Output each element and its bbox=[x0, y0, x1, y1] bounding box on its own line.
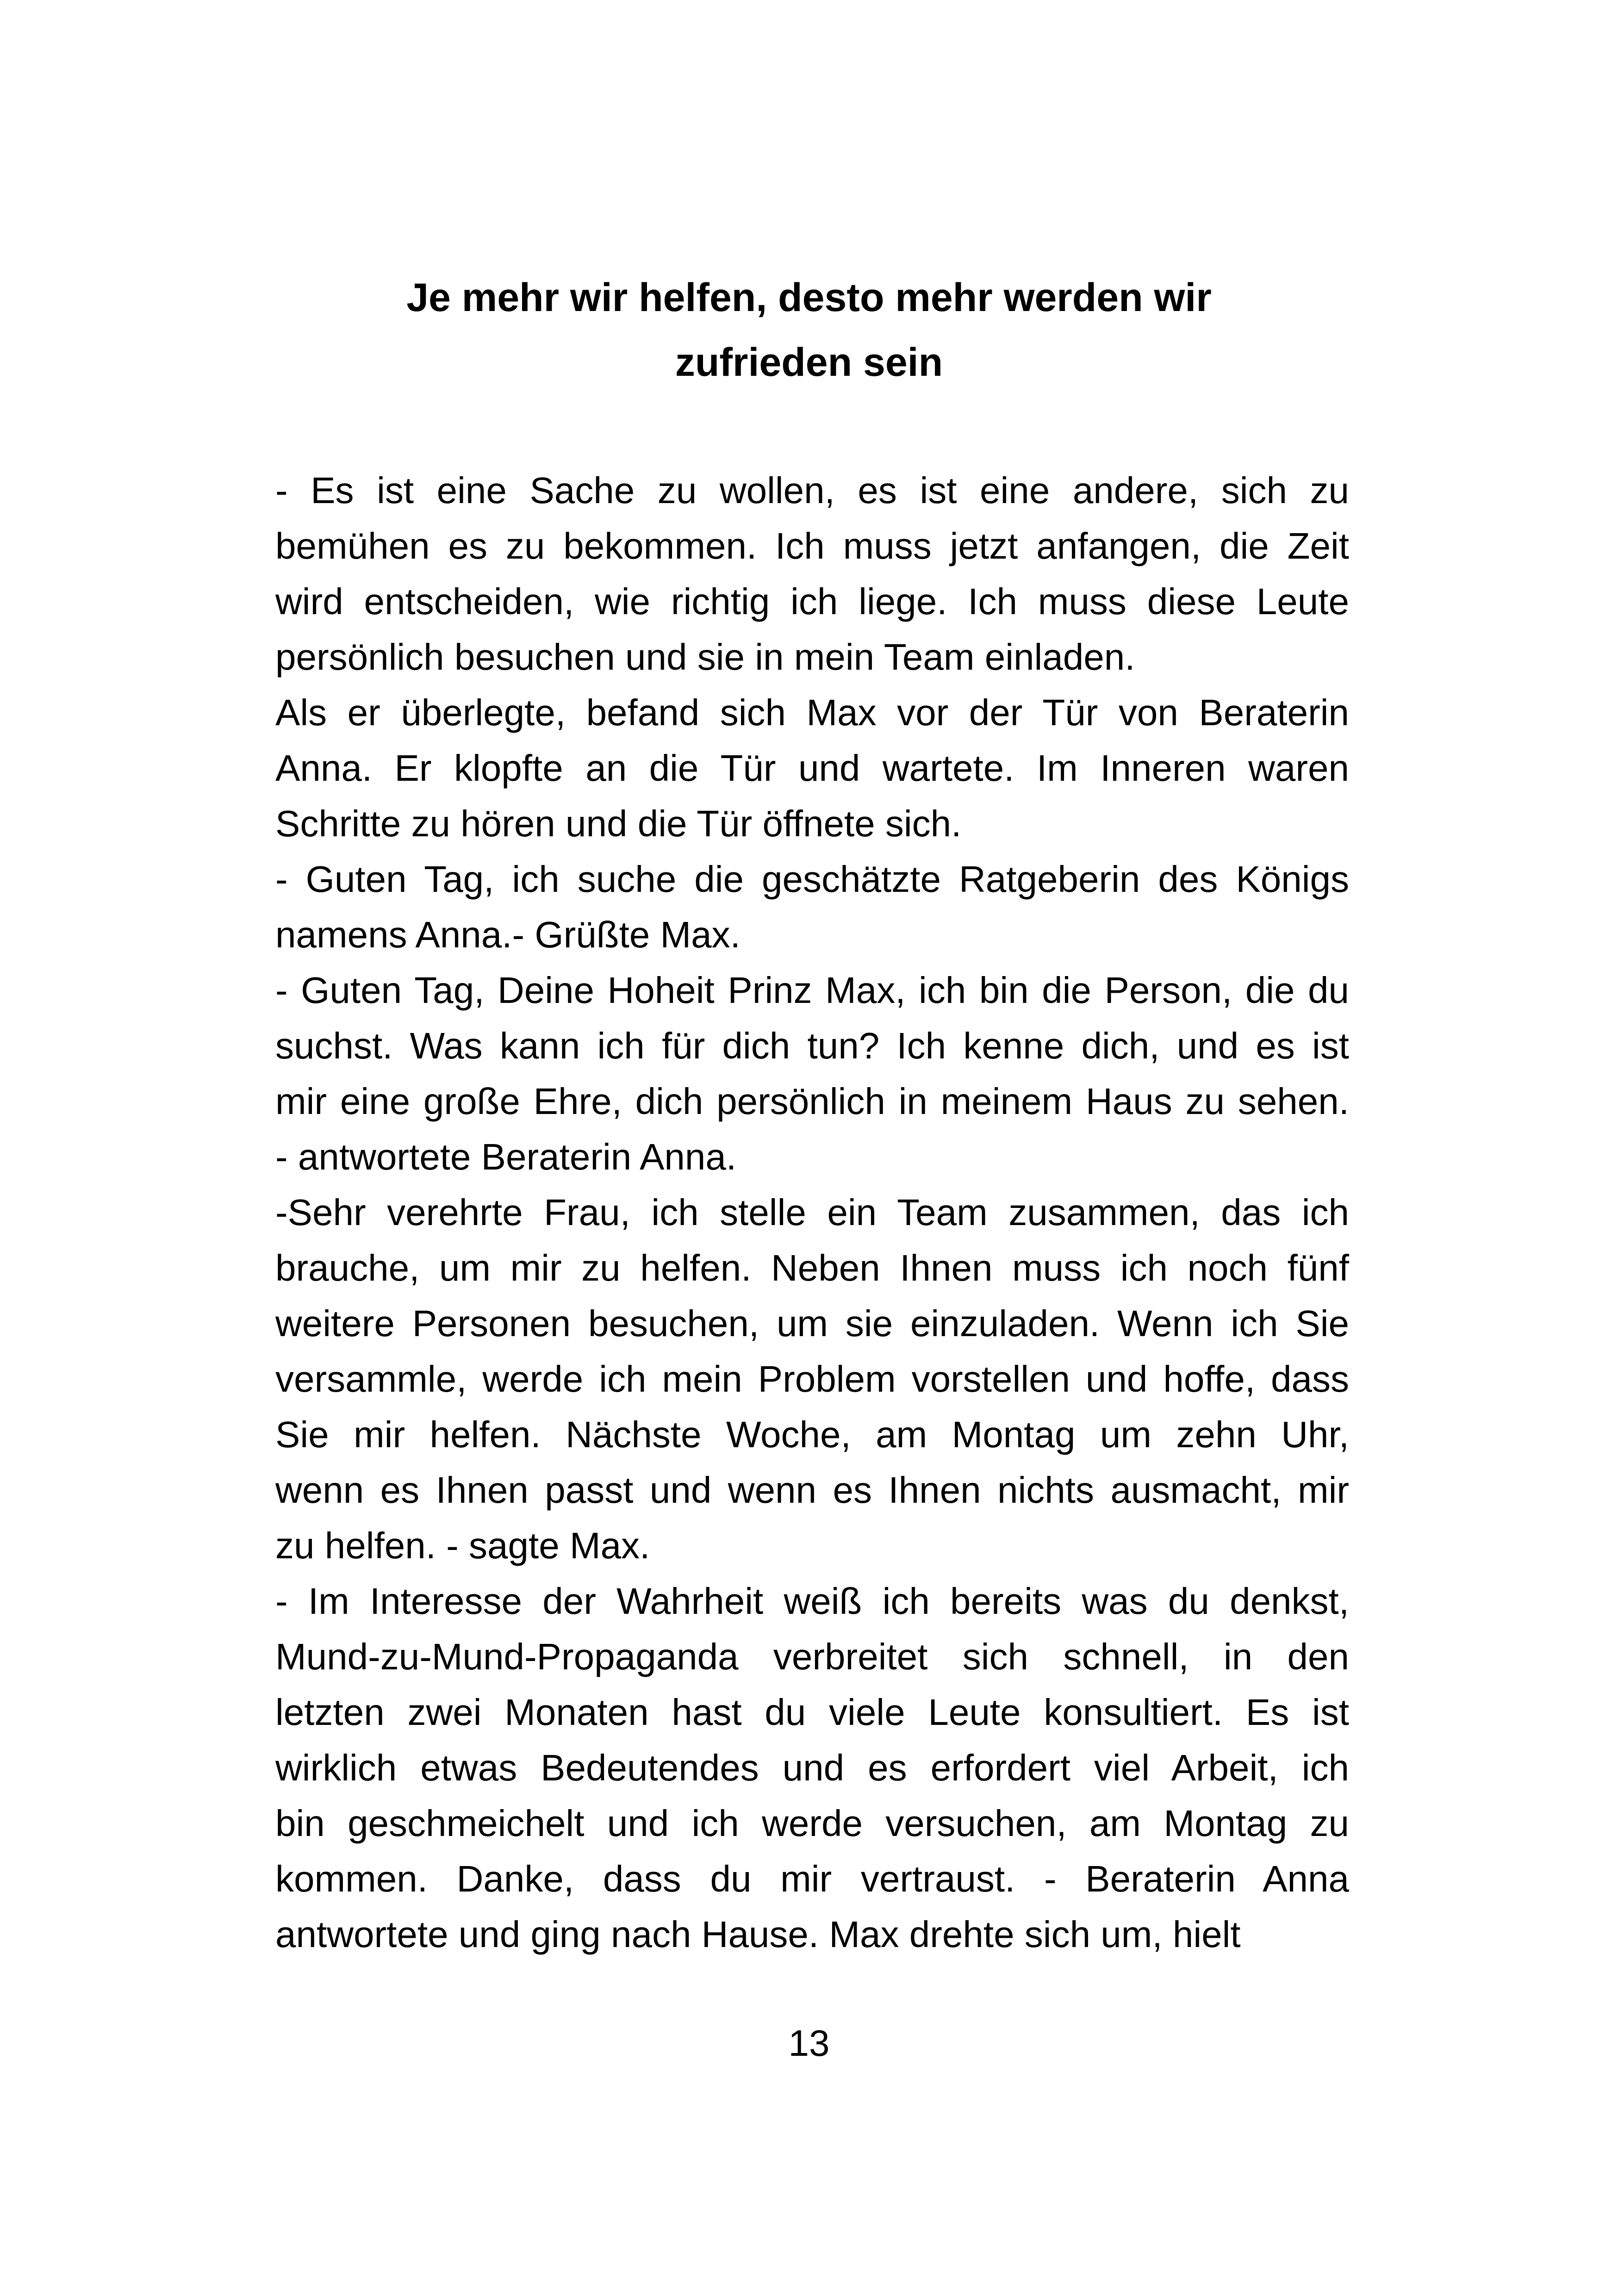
body-text bbox=[275, 463, 1349, 1962]
text-line: - Guten Tag, ich suche die geschätzte Ratgeberin des Königs bbox=[275, 859, 1349, 900]
text-line: - antwortete Beraterin Anna. bbox=[275, 1136, 737, 1177]
text-line: persönlich besuchen und sie in mein Team einladen. bbox=[275, 636, 1135, 678]
text-line: wird entscheiden, wie richtig ich liege. Ich muss diese Leute bbox=[275, 581, 1349, 622]
text-line: wirklich etwas Bedeutendes und es erfordert viel Arbeit, ich bbox=[275, 1747, 1349, 1788]
text-line: mir eine große Ehre, dich persönlich in meinem Haus zu sehen. bbox=[275, 1081, 1349, 1122]
text-line: Mund-zu-Mund-Propaganda verbreitet sich schnell, in den bbox=[275, 1636, 1349, 1677]
text-line: - Es ist eine Sache zu wollen, es ist eine andere, sich zu bbox=[275, 470, 1349, 511]
text-line: - Im Interesse der Wahrheit weiß ich bereits was du denkst, bbox=[275, 1580, 1349, 1622]
page-number: 13 bbox=[788, 2022, 830, 2064]
text-line: zu helfen. - sagte Max. bbox=[275, 1525, 650, 1566]
text-line: Als er überlegte, befand sich Max vor der Tür von Beraterin bbox=[275, 692, 1349, 733]
chapter-title-line-2: zufrieden sein bbox=[675, 340, 943, 385]
text-line: wenn es Ihnen passt und wenn es Ihnen nichts ausmacht, mir bbox=[275, 1469, 1349, 1511]
text-line: Schritte zu hören und die Tür öffnete sich. bbox=[275, 803, 962, 844]
text-line: Anna. Er klopfte an die Tür und wartete. Im Inneren waren bbox=[275, 747, 1349, 789]
text-line: bin geschmeichelt und ich werde versuchen, am Montag zu bbox=[275, 1803, 1349, 1844]
text-line: namens Anna.- Grüßte Max. bbox=[275, 914, 741, 955]
text-line: weitere Personen besuchen, um sie einzuladen. Wenn ich Sie bbox=[275, 1303, 1349, 1344]
text-line: letzten zwei Monaten hast du viele Leute konsultiert. Es ist bbox=[275, 1692, 1349, 1733]
chapter-title-line-1: Je mehr wir helfen, desto mehr werden wir bbox=[406, 275, 1212, 320]
text-line: kommen. Danke, dass du mir vertraust. - Beraterin Anna bbox=[275, 1858, 1349, 1899]
text-line: suchst. Was kann ich für dich tun? Ich kenne dich, und es ist bbox=[275, 1025, 1349, 1066]
text-line: - Guten Tag, Deine Hoheit Prinz Max, ich bin die Person, die du bbox=[275, 970, 1349, 1011]
text-line: versammle, werde ich mein Problem vorstellen und hoffe, dass bbox=[275, 1358, 1349, 1400]
text-line: bemühen es zu bekommen. Ich muss jetzt anfangen, die Zeit bbox=[275, 525, 1349, 566]
text-line: brauche, um mir zu helfen. Neben Ihnen muss ich noch fünf bbox=[275, 1247, 1349, 1288]
text-line: antwortete und ging nach Hause. Max drehte sich um, hielt bbox=[275, 1914, 1241, 1955]
text-line: -Sehr verehrte Frau, ich stelle ein Team zusammen, das ich bbox=[275, 1192, 1349, 1233]
text-line: Sie mir helfen. Nächste Woche, am Montag um zehn Uhr, bbox=[275, 1414, 1349, 1455]
